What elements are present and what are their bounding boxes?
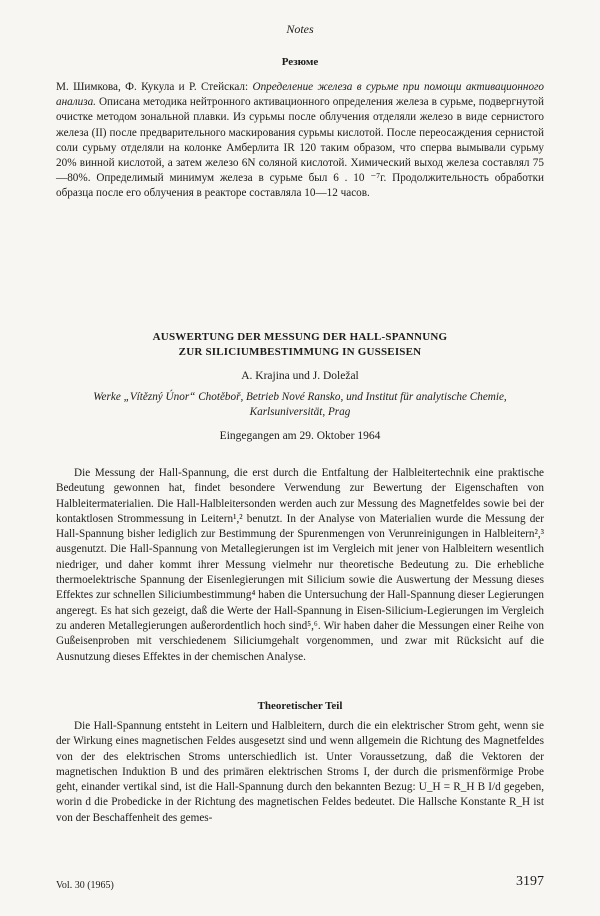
intro-paragraph: Die Messung der Hall-Spannung, die erst durch die Entfaltung der Halbleitertechnik eine praktische Bedeutung gewonnen hat, findet besondere Verwendung zur Bewertung der Eigenschaften von Halbleitermaterialien. Die Hall-Halbleitersonden werden auch zur Messung des Magnetfeldes sowie bei der kontaktlosen Strommessung in Leitern¹,² benutzt. In der Analyse von Materialien wurde die Messung der Hall-Spannung bisher lediglich zur Bestimmung der Spurenmengen von Verunreinigungen in Halbleitern²,³ ausgenutzt. Die Hall-Spannung von Metallegierungen ist im Vergleich mit jener von Halbleitern wesentlich niedriger, und daher kommt ihrer Messung vielmehr nur theoretische Bedeutung zu. Die erhebliche thermoelektrische Spannung der Eisenlegierungen mit Silicium sowie die Auswertung der Messung dieses Effektes zur schnellen Siliciumbestimmung⁴ haben die Untersuchung der Hall-Spannung dieser Legierungen angeregt. Es hat sich gezeigt, daß die Werte der Hall-Spannung in Eisen-Silicium-Legierungen im Vergleich zu anderen Metallegierungen außerordentlich hoch sind⁵,⁶. Wir haben daher die Messungen einer Reihe von Gußeisenproben mit verschiedenem Siliciumgehalt vorgenommen, und zwar mit Rücksicht auf die Ausnutzung dieses Effektes in der chemischen Analyse. [56,467,544,663]
section-heading: Theoretischer Teil [257,700,343,712]
resume-paragraph [56,80,544,202]
theory-paragraph: Die Hall-Spannung entsteht in Leitern und Halbleitern, durch die ein elektrischer Strom geht, wenn sie der Wirkung eines magnetischen Feldes ausgesetzt sind und wenn allgemein die Richtung des Magnetfeldes von der des elektrischen Stroms unterschiedlich ist. Unter Voraussetzung, daß die Vektoren der magnetischen Induktion B und des primären elektrischen Stroms I, der durch die prismenförmige Probe geht, einander vertikal sind, ist die Hall-Spannung durch den bekannten Bezug: U_H = R_H B I/d gegeben, worin d die Probedicke in der Richtung des magnetischen Feldes bedeutet. Die Hallsche Konstante R_H ist von der Beschaffenheit des gemes- [56,720,544,824]
received-date: Eingegangen am 29. Oktober 1964 [219,430,381,442]
resume-text: Описана методика нейтронного активационного определения железа в сурьме, подвергнутой очистке методом зональной плавки. Из сурьмы после облучения отделяли железо в виде сернистого железа (II) после предварительного маскирования сурьмы кислотой. После переосаждения сернистой соли сурьму отделяли на колонке Амберлита IR 120 таким образом, что сперва вымывали сурьму 20% винной кислотой, а затем железо 6N соляной кислотой. Химический выход железа составлял 75—80%. Определимый минимум железа в сурьме был 6 . 10 ⁻⁷г. Продолжительность обработки образца после его облучения в реакторе составляла 10—12 часов. [56,96,544,200]
resume-title-russian: Определение железа в сурьме при помощи активационного анализа. [56,81,545,109]
article-title-line-1: AUSWERTUNG DER MESSUNG DER HALL-SPANNUNG [152,331,448,343]
resume-heading: Резюме [281,56,319,68]
volume-info: Vol. 30 (1965) [56,880,114,891]
page-number: 3197 [516,874,544,889]
resume-authors: М. Шимкова, Ф. Кукула и Р. Стейскал: [56,81,249,93]
article-title [0,330,600,360]
running-header: Notes [286,22,314,36]
article-authors: A. Krajina und J. Doležal [241,370,359,382]
article-title-line-2: ZUR SILICIUMBESTIMMUNG IN GUSSEISEN [178,346,422,358]
article-affiliation: Werke „Vítězný Únor“ Chotěboř, Betrieb Nové Ransko, und Institut für analytische Chemie, Karlsuniversität, Prag [93,391,507,418]
